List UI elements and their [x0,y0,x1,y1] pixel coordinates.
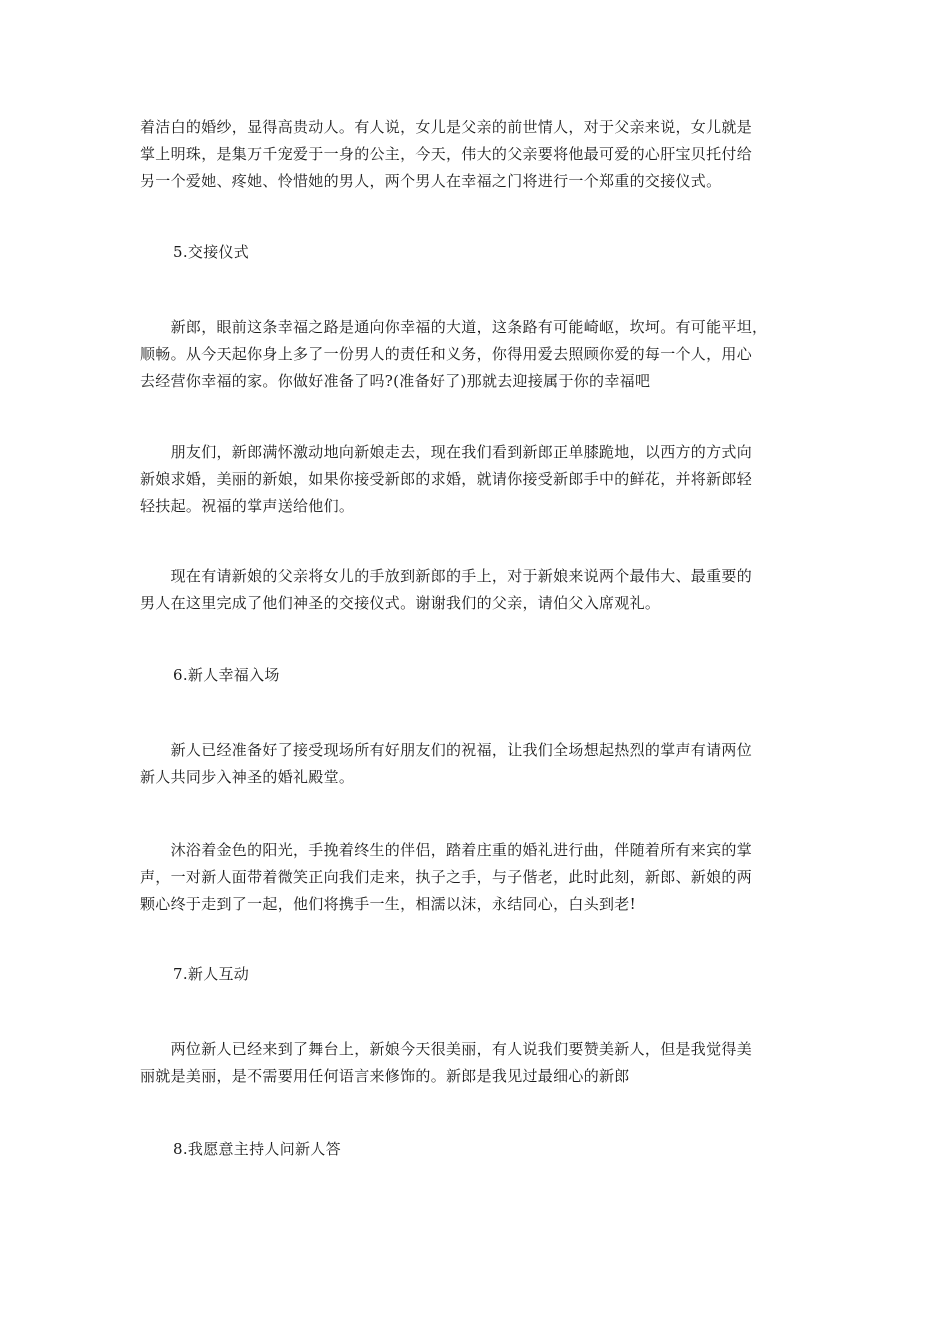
text-line: 朋友们，新郎满怀激动地向新娘走去，现在我们看到新郎正单膝跪地，以西方的方式向 [140,443,753,461]
text-line: 着洁白的婚纱，显得高贵动人。有人说，女儿是父亲的前世情人，对于父亲来说，女儿就是 [140,118,753,136]
text-line: 颗心终于走到了一起，他们将携手一生，相濡以沫，永结同心，白头到老! [140,895,636,913]
paragraph-proposal [140,439,812,520]
section-heading-i-do: 8.我愿意主持人问新人答 [173,1140,341,1158]
paragraph-stage-interaction [140,1036,812,1090]
paragraph-groom-road [140,314,812,395]
text-line: 现在有请新娘的父亲将女儿的手放到新郎的手上，对于新娘来说两个最伟大、最重要的 [140,567,753,585]
paragraph-father-handover [140,563,812,617]
text-line: 男人在这里完成了他们神圣的交接仪式。谢谢我们的父亲，请伯父入席观礼。 [140,594,661,612]
text-line: 丽就是美丽，是不需要用任何语言来修饰的。新郎是我见过最细心的新郎 [140,1067,630,1085]
text-line: 新人已经准备好了接受现场所有好朋友们的祝福，让我们全场想起热烈的掌声有请两位 [140,741,753,759]
paragraph-entrance-applause [140,737,812,791]
text-line: 顺畅。从今天起你身上多了一份男人的责任和义务，你得用爱去照顾你爱的每一个人，用心 [140,345,753,363]
text-line: 沐浴着金色的阳光，手挽着终生的伴侣，踏着庄重的婚礼进行曲，伴随着所有来宾的掌 [140,841,753,859]
text-line: 掌上明珠，是集万千宠爱于一身的公主，今天，伟大的父亲要将他最可爱的心肝宝贝托付给 [140,145,753,163]
text-line: 新娘求婚，美丽的新娘，如果你接受新郎的求婚，就请你接受新郎手中的鲜花，并将新郎轻 [140,470,753,488]
text-line: 声，一对新人面带着微笑正向我们走来，执子之手，与子偕老，此时此刻，新郎、新娘的两 [140,868,753,886]
paragraph-bride-gown [140,114,812,195]
text-line: 轻扶起。祝福的掌声送给他们。 [140,497,355,515]
section-heading-entrance: 6.新人幸福入场 [173,666,280,684]
text-line: 另一个爱她、疼她、怜惜她的男人，两个男人在幸福之门将进行一个郑重的交接仪式。 [140,172,722,190]
section-heading-interaction: 7.新人互动 [173,965,250,983]
section-heading-handover: 5.交接仪式 [173,243,250,261]
text-line: 新郎，眼前这条幸福之路是通向你幸福的大道，这条路有可能崎岖，坎坷。有可能平坦， [140,318,768,336]
text-line: 两位新人已经来到了舞台上，新娘今天很美丽，有人说我们要赞美新人，但是我觉得美 [140,1040,753,1058]
text-line: 新人共同步入神圣的婚礼殿堂。 [140,768,355,786]
text-line: 去经营你幸福的家。你做好准备了吗?(准备好了)那就去迎接属于你的幸福吧 [140,372,651,390]
paragraph-golden-sunshine [140,837,812,918]
